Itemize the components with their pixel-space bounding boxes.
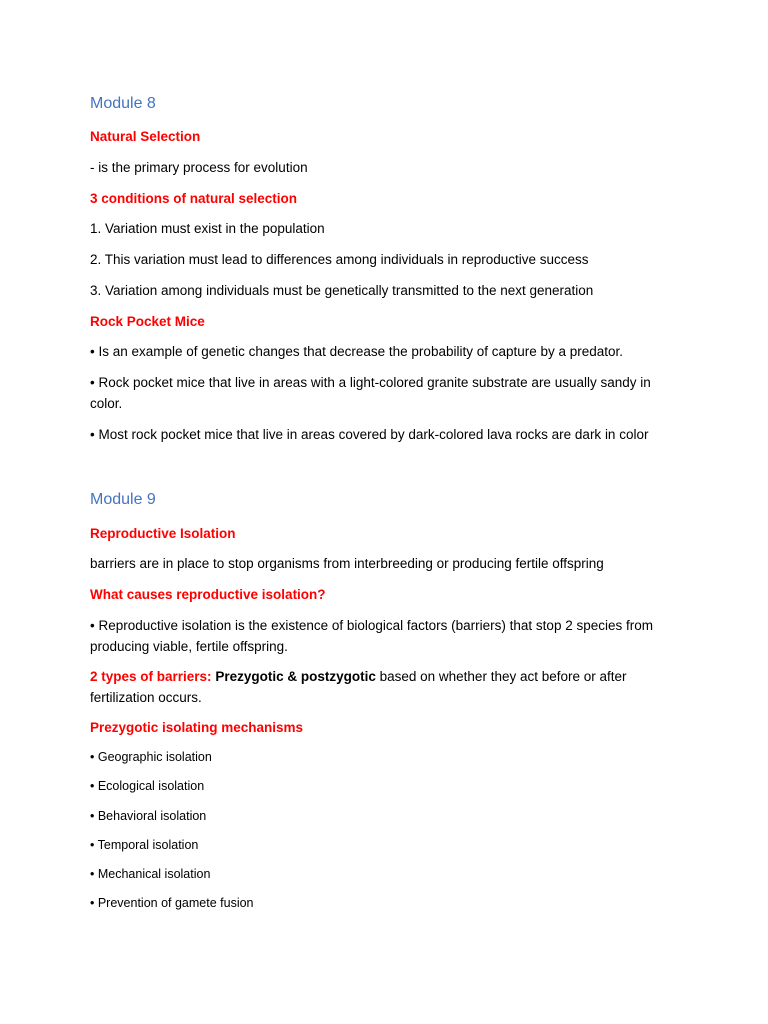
prezygotic-item-gamete-fusion: • Prevention of gamete fusion bbox=[90, 896, 254, 910]
prezygotic-item-temporal: • Temporal isolation bbox=[90, 838, 199, 852]
causes-heading: What causes reproductive isolation? bbox=[90, 587, 326, 602]
condition-item-2: 2. This variation must lead to differences among individuals in reproductive success bbox=[90, 252, 589, 267]
rock-pocket-mice-item-3: • Most rock pocket mice that live in areas covered by dark-colored lava rocks are dark in color bbox=[90, 427, 649, 442]
module-9-title: Module 9 bbox=[90, 491, 156, 508]
reproductive-isolation-definition: barriers are in place to stop organisms from interbreeding or producing fertile offspring bbox=[90, 556, 604, 571]
barriers-types: Prezygotic & postzygotic bbox=[215, 669, 376, 684]
rock-pocket-mice-item-2: • Rock pocket mice that live in areas with a light-colored granite substrate are usually sandy in color. bbox=[90, 375, 651, 411]
prezygotic-item-mechanical: • Mechanical isolation bbox=[90, 867, 211, 881]
reproductive-isolation-heading: Reproductive Isolation bbox=[90, 526, 236, 541]
condition-item-3: 3. Variation among individuals must be genetically transmitted to the next generation bbox=[90, 283, 594, 298]
conditions-heading: 3 conditions of natural selection bbox=[90, 191, 298, 206]
condition-item-1: 1. Variation must exist in the population bbox=[90, 221, 325, 236]
rock-pocket-mice-heading: Rock Pocket Mice bbox=[90, 314, 205, 329]
prezygotic-heading: Prezygotic isolating mechanisms bbox=[90, 720, 304, 735]
rock-pocket-mice-item-1: • Is an example of genetic changes that decrease the probability of capture by a predator. bbox=[90, 344, 624, 359]
prezygotic-item-ecological: • Ecological isolation bbox=[90, 779, 205, 793]
module-8-title: Module 8 bbox=[90, 95, 156, 112]
barriers-label: 2 types of barriers: bbox=[90, 669, 212, 684]
barriers-paragraph bbox=[90, 666, 680, 708]
causes-text: • Reproductive isolation is the existence of biological factors (barriers) that stop 2 species from producing viable, fertile offspring. bbox=[90, 618, 653, 654]
natural-selection-definition: - is the primary process for evolution bbox=[90, 160, 308, 175]
prezygotic-item-geographic: • Geographic isolation bbox=[90, 750, 212, 764]
barriers-rest: based on whether they act before or after fertilization occurs. bbox=[90, 669, 627, 705]
prezygotic-item-behavioral: • Behavioral isolation bbox=[90, 809, 207, 823]
natural-selection-heading: Natural Selection bbox=[90, 129, 201, 144]
